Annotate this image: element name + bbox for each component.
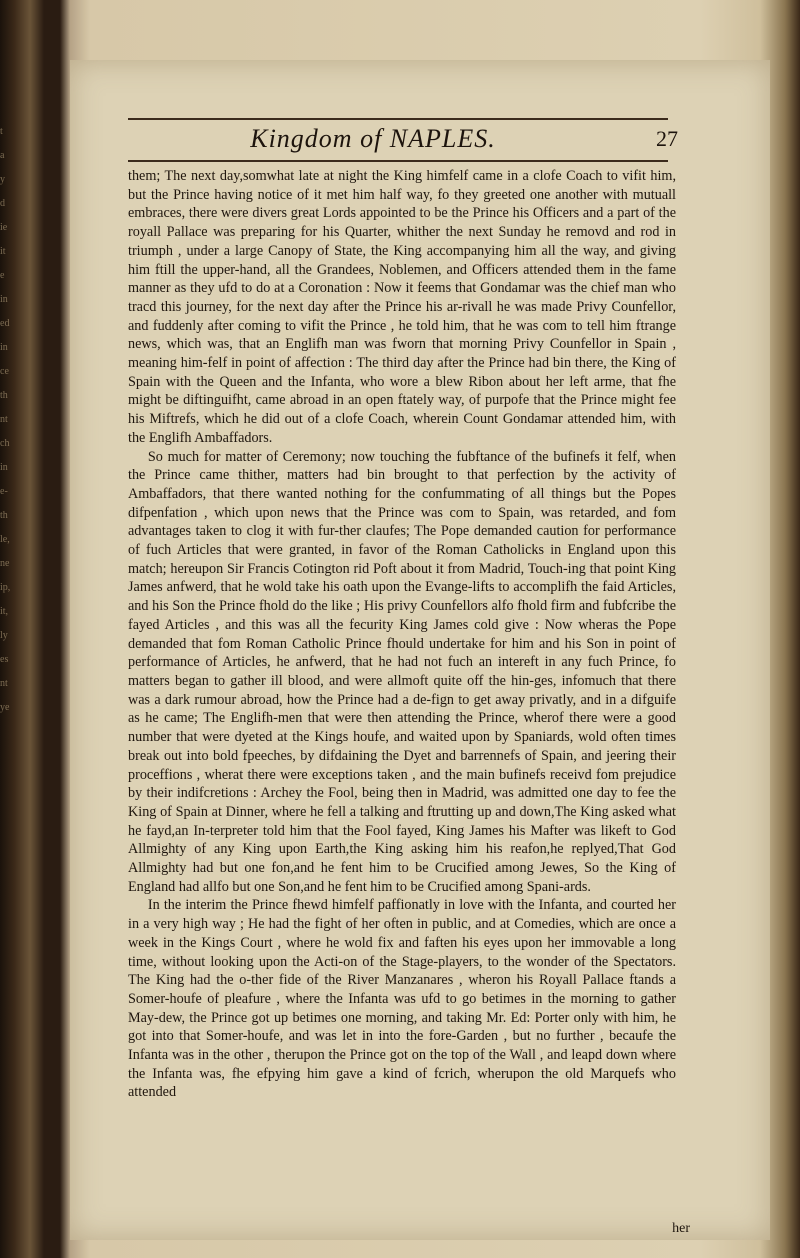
margin-fragment: d xyxy=(0,198,5,209)
margin-fragment: es xyxy=(0,654,9,665)
margin-fragment: ye xyxy=(0,702,10,713)
margin-fragment: th xyxy=(0,390,8,401)
margin-fragment: a xyxy=(0,150,5,161)
margin-fragment: in xyxy=(0,294,8,305)
page-header xyxy=(128,118,688,166)
margin-fragment: ch xyxy=(0,438,10,449)
margin-fragment: t xyxy=(0,126,3,137)
margin-fragment: ly xyxy=(0,630,8,641)
margin-fragment: ip, xyxy=(0,582,11,593)
margin-fragment: it, xyxy=(0,606,9,617)
margin-fragment: in xyxy=(0,462,8,473)
facing-page-margin-fragments xyxy=(0,120,36,1020)
margin-fragment: le, xyxy=(0,534,10,545)
margin-fragment: th xyxy=(0,510,8,521)
paragraph-2: So much for matter of Ceremony; now touching the fubftance of the bufinefs it felf, when the Prince came thither, matters had bin brought to that perfection by the activity of Ambaffadors, that there wanted nothing for the confummating of all things but the Popes difpenfation , which upon news that the Prince was com to Spain, was retarded, and fom advantages taken to clog it with fur-ther claufes; The Pope demanded caution for performance of fuch Articles that were granted, in favor of the Roman Catholicks in England upon this match; hereupon Sir Francis Cotington rid Poft about it from Madrid, Touch-ing that point King James anfwerd, that he wold take his oath upon the Evange-lifts to accomplifh the faid Articles, and his Son the Prince fhold do the like ; His privy Counfellors alfo fhold firm and fubfcribe the fayed Articles , and this was all the fecurity King James cold give : Now wheras the Pope demanded that fom Roman Catholic Prince fhould undertake for him and his Son in point of performance of Articles, he anfwerd, that he had not fuch an intereft in any fuch Prince, fo matters began to gather ill blood, and were allmoft quite off the hin-ges, infomuch that there was a dark rumour abroad, how the Prince had a de-fign to get away privatly, and in a difguife as he came; The Englifh-men that were then attending the Prince, wherof there were a good number that were dyeted at the Kings houfe, and waited upon by Spaniards, wold often times break out into bold fpeeches, by difdaining the Dyet and barrennefs of Spain, and jeering their proceffions , wherat there were exceptions taken , and the main bufinefs receivd fom prejudice by their indifcretions : Archey the Fool, being then in Madrid, was admitted one day to fee the King of Spain at Dinner, where he fell a talking and ftrutting up and down,The King asked what he fayd,an In-terpreter told him that the Fool fayed, King James his Mafter was likeft to God Allmighty of any King upon Earth,the King asking him his reafon,he replyed,That God Allmighty had but one fon,and he fent him to be Crucified among Jewes, So the King of England had allfo but one Son,and he fent him to be Crucified among Spani-ards. xyxy=(128,448,676,895)
margin-fragment: ce xyxy=(0,366,9,377)
margin-fragment: y xyxy=(0,174,5,185)
header-rule-bottom xyxy=(128,160,668,162)
body-text xyxy=(128,167,676,1227)
paragraph-3: In the interim the Prince fhewd himfelf paffionatly in love with the Infanta, and courted her in a very high way ; He had the fight of her often in public, and at Comedies, which are once a week in the Kings Court , where he wold fix and faften his eyes upon her immovable a long time, without looking upon the Acti-on of the Stage-players, to the wonder of the Spectators. The King had the o-ther fide of the River Manzanares , wheron his Royall Pallace ftands a Somer-houfe of pleafure , where the Infanta was ufd to go betimes in the morning to gather May-dew, the Prince got up betimes one morning, and taking Mr. Ed: Porter only with him, he got into that Somer-houfe, and was let in into the fore-Garden , but no further , becaufe the Infanta was in the other , therupon the Prince got on the top of the Wall , and leapd down where the Infanta was, fhe efpying him gave a kind of fcrich, wherupon the old Marquefs who attended xyxy=(128,897,676,1101)
margin-fragment: e xyxy=(0,270,5,281)
margin-fragment: in xyxy=(0,342,8,353)
margin-fragment: nt xyxy=(0,414,8,425)
paragraph-1: them; The next day,somwhat late at night the King himfelf came in a clofe Coach to vifit him, but the Prince having notice of it met him half way, fo they greeted one another with mutuall embraces, there were divers great Lords appointed to be the Prince his Officers and a part of the royall Pallace was preparing for his Quarter, whither the next Sunday he removd and rod in triumph , under a large Canopy of State, the King accompanying him all the way, and giving him ftill the upper-hand, all the Grandees, Noblemen, and Officers attended them in the fame manner as they ufd to do at a Coronation : Now it feems that Gondamar was the chief man who tracd this journey, for the next day after the Prince his ar-rivall he was made Privy Counfellor, and fuddenly after coming to vifit the Prince , he told him, that he was com to tell him ftrange news, which was, that an Englifh man was fworn that morning Privy Counfellor in Spain , meaning him-felf in point of affection : The third day after the Prince had bin there, the King of Spain with the Queen and the Infanta, who wore a blew Ribon about her left arme, that fhe might be diftinguifht, came abroad in an open ftately way, of purpofe that the Prince might fee his Miftrefs, which he did out of a clofe Coach, wherein Count Gondamar attended him, with the Englifh Ambaffadors. xyxy=(128,168,676,446)
margin-fragment: e- xyxy=(0,486,8,497)
margin-fragment: ed xyxy=(0,318,10,329)
page-number: 27 xyxy=(656,126,678,151)
catchword: her xyxy=(672,1221,690,1236)
margin-fragment: ne xyxy=(0,558,10,569)
margin-fragment: ie xyxy=(0,222,8,233)
margin-fragment: it xyxy=(0,246,6,257)
running-title: Kingdom of NAPLES. xyxy=(250,124,496,153)
margin-fragment: nt xyxy=(0,678,8,689)
